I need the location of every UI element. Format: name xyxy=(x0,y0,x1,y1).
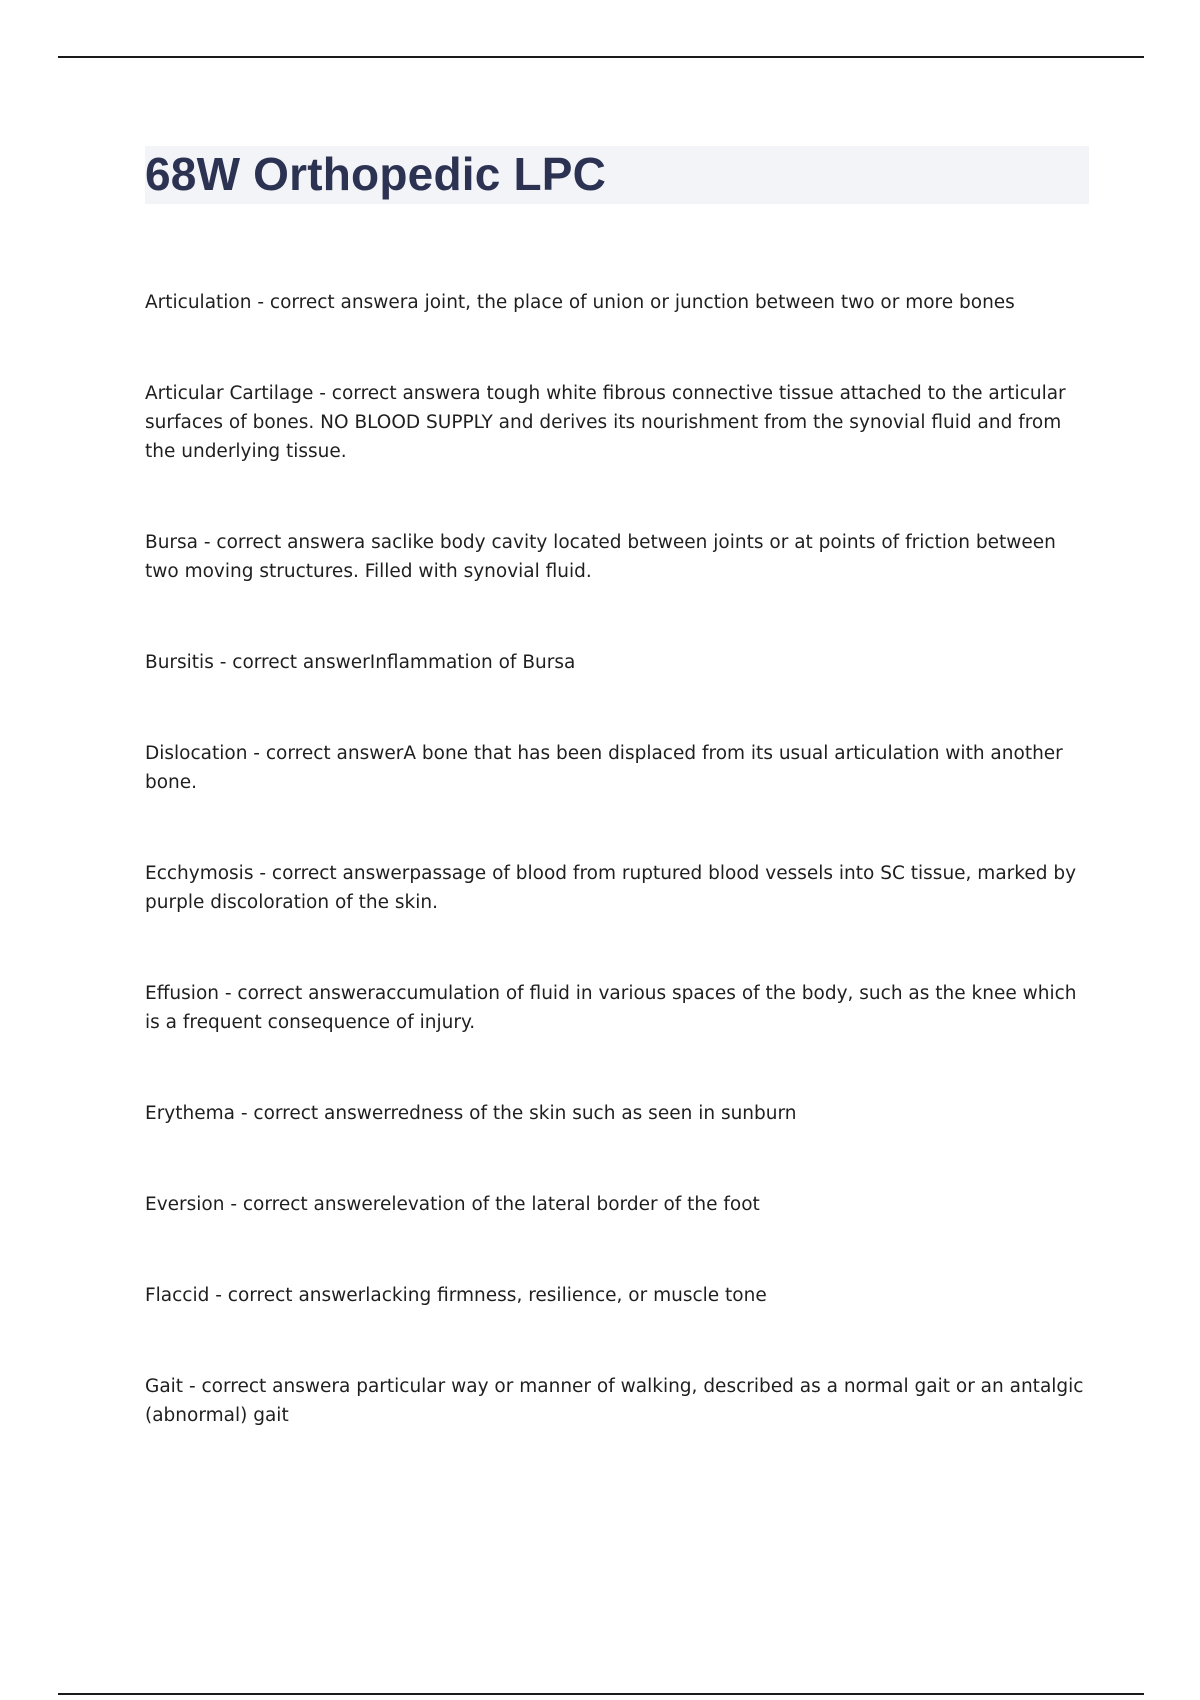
term-list xyxy=(145,288,1085,1492)
term-entry-ecchymosis: Ecchymosis - correct answerpassage of blood from ruptured blood vessels into SC tissue, marked by purple discoloration of the skin. xyxy=(145,863,1077,913)
term-entry-erythema: Erythema - correct answerredness of the skin such as seen in sunburn xyxy=(145,1103,797,1124)
term-entry-bursitis: Bursitis - correct answerInflammation of Bursa xyxy=(145,652,576,673)
footer-rule xyxy=(58,1693,1144,1695)
term-entry-flaccid: Flaccid - correct answerlacking firmness, resilience, or muscle tone xyxy=(145,1285,767,1306)
term-entry-effusion: Effusion - correct answeraccumulation of fluid in various spaces of the body, such as the knee which is a frequent consequence of injury. xyxy=(145,983,1077,1033)
term-entry-articulation: Articulation - correct answera joint, the place of union or junction between two or more bones xyxy=(145,292,1015,313)
document-title: 68W Orthopedic LPC xyxy=(145,148,607,200)
header-rule xyxy=(58,56,1144,58)
term-entry-bursa: Bursa - correct answera saclike body cavity located between joints or at points of friction between two moving structures. Filled with synovial fluid. xyxy=(145,532,1056,582)
term-entry-gait: Gait - correct answera particular way or manner of walking, described as a normal gait or an antalgic (abnormal) gait xyxy=(145,1376,1084,1426)
term-entry-eversion: Eversion - correct answerelevation of the lateral border of the foot xyxy=(145,1194,760,1215)
term-entry-dislocation: Dislocation - correct answerA bone that has been displaced from its usual articulation with another bone. xyxy=(145,743,1063,793)
term-entry-articular-cartilage: Articular Cartilage - correct answera tough white fibrous connective tissue attached to the articular surfaces of bones. NO BLOOD SUPPLY and derives its nourishment from the synovial fluid and from the underlying tissue. xyxy=(145,383,1066,462)
